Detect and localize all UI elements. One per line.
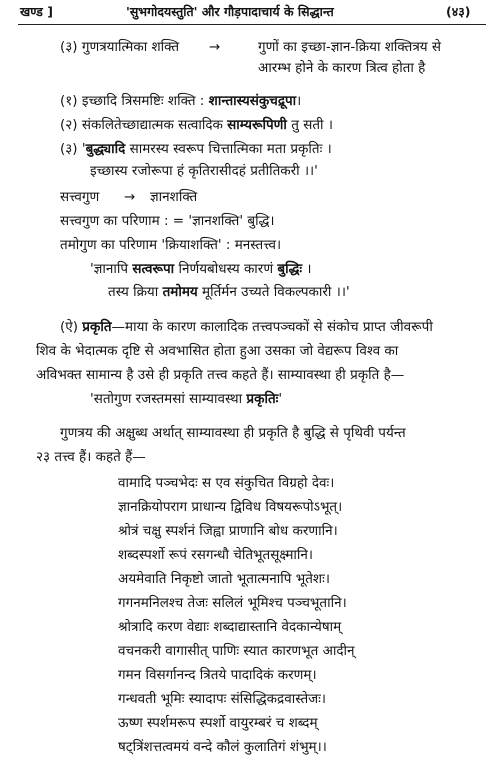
header-rule — [18, 24, 486, 25]
guna-triad-text-1: गुणों का इच्छा-ज्ञान-क्रिया शक्तित्रय से — [258, 39, 442, 55]
prakriti-quote: 'सतोगुण रजस्तमसां साम्यावस्था प्रकृतिः' — [90, 391, 283, 407]
header-section-label: खण्ड ] — [20, 4, 53, 19]
tamas-result: तमोगुण का परिणाम 'क्रियाशक्ति' : मनस्तत्त्व। — [60, 237, 282, 253]
quote-line-2: तस्य क्रिया तमोमय मूर्तिर्मन उच्यते विकल्पकारी ।।' — [108, 284, 350, 300]
prakriti-para-line-3: अविभक्त सामान्य है उसे ही प्रकृति तत्त्व कहते हैं। साम्यावस्था ही प्रकृति है— — [36, 367, 405, 383]
quote-line-1: 'ज्ञानापि सत्वरूपा निर्णयबोधस्य कारणं बुद्धिः । — [90, 261, 312, 277]
sattva-result: सत्त्वगुण का परिणाम : = 'ज्ञानशक्ति' बुद्धि। — [60, 213, 275, 229]
page-number: (४३) — [446, 4, 471, 19]
guna-triad-text-2: आरम्भ होने के कारण त्रित्व होता है — [258, 60, 426, 76]
guna-para-line-2: २३ तत्त्व हैं। कहते हैं— — [36, 449, 146, 465]
sattva-label: सत्त्वगुण — [60, 189, 100, 205]
jnana-shakti-label: ज्ञानशक्ति — [150, 189, 198, 205]
verse-line: गन्धवती भूमिः स्यादापः संसिद्धिकद्रवास्तेजः। — [118, 691, 327, 707]
verse-line: गमन विसर्गानन्द त्रितये पादादिकं करणम्। — [118, 667, 317, 683]
verse-line: गगनमनिलश्च तेजः सलिलं भूमिश्च पञ्चभूतानि। — [118, 595, 347, 611]
verse-line: वचनकरी वागासीत् पाणिः स्यात कारणभूत आदीन् — [118, 643, 355, 659]
header-title: 'सुभगोदयस्तुति' और गौड़पादाचार्य के सिद्धान्त — [126, 4, 334, 19]
prakriti-para-line-1: (ऐ) प्रकृति—माया के कारण कालादिक तत्त्वपञ्चकों से संकोच प्राप्त जीवरूपी — [60, 319, 433, 335]
verse-line: अयमेवाति निकृष्टो जातो भूतात्मनापि भूतेशः। — [118, 571, 330, 587]
guna-triad-label: (३) गुणत्रयात्मिका शक्ति — [60, 39, 180, 55]
list-item-2: (२) संकलितेच्छाद्यात्मक सत्वादिक साम्यरूपिणी तु सती । — [60, 117, 333, 133]
verse-line: वामादि पञ्चभेदः स एव संकुचित विग्रहो देवः। — [118, 475, 335, 491]
verse-line: ज्ञानक्रियोपराग प्राधान्य द्विविध विषयरूपोऽभूत्। — [118, 499, 343, 515]
list-item-1: (१) इच्छादि त्रिसमष्टिः शक्ति : शान्तास्यसंकुचद्रूपा। — [60, 93, 302, 109]
prakriti-para-line-2: शिव के भेदात्मक दृष्टि से अवभासित होता हुआ उसका जो वेद्यरूप विश्व का — [36, 343, 399, 359]
list-item-3: (३) 'बुद्ध्यादि सामरस्य स्वरूप चित्तात्मिका मता प्रकृतिः । — [60, 141, 332, 157]
arrow-right-icon: → — [209, 39, 221, 55]
guna-para-line-1: गुणत्रय की अक्षुब्ध अर्थात् साम्यावस्था ही प्रकृति है बुद्धि से पृथिवी पर्यन्त — [60, 425, 406, 441]
verse-line: श्रोत्रं चक्षु स्पर्शनं जिह्वा प्राणानि बोध करणानि। — [118, 523, 338, 539]
verse-line: षट्त्रिंशत्तत्वमयं वन्दे कौलं कुलातिगं शंभुम्।। — [118, 739, 327, 755]
verse-line: शब्दस्पर्शो रूपं रसगन्धौ चेतिभूतसूक्ष्मानि। — [118, 547, 314, 563]
verse-line: श्रोत्रादि करण वेद्याः शब्दाद्यास्तानि वेदकान्येषाम् — [118, 619, 342, 635]
list-item-3-verse-line: इच्छास्य रजोरूपा हं कृतिरासीदहं प्रतीतिकरी ।।' — [90, 163, 318, 179]
arrow-right-icon: → — [124, 189, 136, 205]
verse-line: ऊष्ण स्पर्शमरूप स्पर्शो वायुरम्बरं च शब्दम् — [118, 715, 318, 731]
